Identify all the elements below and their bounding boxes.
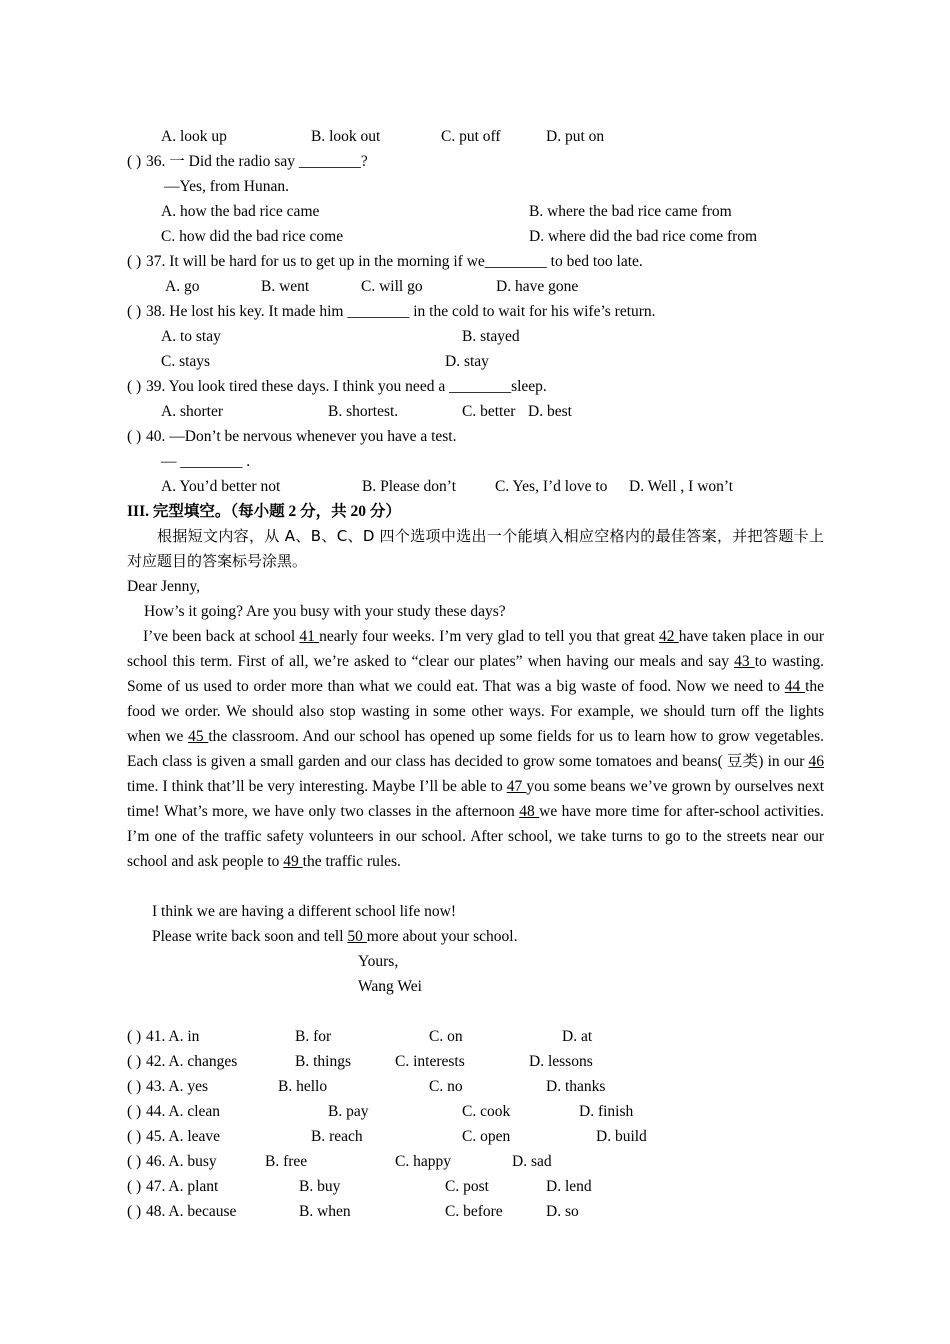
q37-stem-row [127,249,824,274]
cloze-option-b: B. things [295,1053,351,1070]
blank-50: 50 [347,928,367,945]
cloze-option-d: D. sad [512,1153,552,1170]
cloze-option-c: C. open [462,1128,511,1145]
answer-bracket: ( ) [127,1153,142,1170]
cloze-option-d: D. lend [546,1178,592,1195]
q39-stem-row [127,374,824,399]
cloze-option-b: B. buy [299,1178,341,1195]
answer-bracket: ( ) [127,153,142,170]
cloze-question-43 [127,1074,824,1099]
answer-bracket: ( ) [127,1078,142,1095]
answer-bracket: ( ) [127,428,142,445]
cloze-option-d: D. so [546,1203,579,1220]
letter-closing: Yours, [358,953,399,970]
cloze-option-b: B. hello [278,1078,328,1095]
q35-option-d: D. put on [546,128,605,145]
q39-stem: 39. You look tired these days. I think you need a ________sleep. [146,378,547,395]
cloze-option-c: C. happy [395,1153,451,1170]
q36-options-row-1 [127,199,824,224]
letter-line-write [127,924,824,949]
text-run: time. I think that’ll be very interesting. Maybe I’ll be able to [127,778,507,795]
text-run: we have more time for after-school activities. I’m one of the traffic safety volunteers in our school. After school, we take turns to go to the streets near our school and ask people to [127,803,825,870]
q40-stem: 40. —Don’t be nervous whenever you have a test. [146,428,457,445]
cloze-option-c: C. interests [395,1053,465,1070]
q38-option-c: C. stays [161,353,211,370]
cloze-option-a: 42. A. changes [146,1053,238,1070]
text-run: Please write back soon and tell [152,928,348,945]
q37-options [127,274,824,299]
cloze-option-a: 41. A. in [146,1028,200,1045]
answer-bracket: ( ) [127,378,142,395]
blank-48: 48 [519,803,540,820]
cloze-question-41 [127,1024,824,1049]
q36-options-row-2 [127,224,824,249]
letter-main-paragraph [127,624,824,899]
q40-reply-row [127,449,824,474]
q35-option-b: B. look out [311,128,381,145]
q36-reply: —Yes, from Hunan. [164,178,290,195]
blank-41: 41 [299,628,320,645]
text-run: the food we order. We should also stop wasting in some other ways. For example, we should turn off the lights when we [127,678,825,745]
cloze-question-47 [127,1174,824,1199]
section-heading [127,499,824,524]
answer-bracket: ( ) [127,1053,142,1070]
cloze-option-b: B. reach [311,1128,363,1145]
cloze-question-44 [127,1099,824,1124]
blank-44: 44 [784,678,806,695]
q40-stem-row [127,424,824,449]
spacer [127,999,824,1024]
blank-43: 43 [734,653,755,670]
q37-option-b: B. went [261,278,310,295]
q35-option-a: A. look up [161,128,227,145]
answer-bracket: ( ) [127,1178,142,1195]
letter-line-1: How’s it going? Are you busy with your study these days? [144,603,506,620]
q36-stem-row [127,149,824,174]
cloze-option-b: B. for [295,1028,332,1045]
answer-bracket: ( ) [127,1103,142,1120]
cloze-option-a: 46. A. busy [146,1153,217,1170]
answer-bracket: ( ) [127,1203,142,1220]
q38-stem: 38. He lost his key. It made him ________ in the cold to wait for his wife’s return. [146,303,656,320]
q36-option-a: A. how the bad rice came [161,203,320,220]
cloze-option-c: C. post [445,1178,489,1195]
cloze-option-b: B. free [265,1153,308,1170]
cloze-option-b: B. when [299,1203,351,1220]
answer-bracket: ( ) [127,303,142,320]
cloze-question-42 [127,1049,824,1074]
answer-bracket: ( ) [127,1028,142,1045]
q36-option-c: C. how did the bad rice come [161,228,344,245]
q38-option-b: B. stayed [462,328,520,345]
letter-line-think: I think we are having a different school life now! [152,903,457,920]
q38-stem-row [127,299,824,324]
answer-bracket: ( ) [127,253,142,270]
q37-option-c: C. will go [361,278,423,295]
q38-option-a: A. to stay [161,328,221,345]
q38-option-d: D. stay [445,353,489,370]
q40-option-a: A. You’d better not [161,478,281,495]
blank-47: 47 [506,778,527,795]
cloze-option-b: B. pay [328,1103,369,1120]
cloze-option-d: D. finish [579,1103,634,1120]
q38-options-row-2 [127,349,824,374]
letter-greeting: Dear Jenny, [127,578,201,595]
q40-options [127,474,824,499]
cloze-question-45 [127,1124,824,1149]
cloze-option-a: 44. A. clean [146,1103,221,1120]
q40-option-b: B. Please don’t [362,478,456,495]
cloze-option-c: C. cook [462,1103,511,1120]
q37-option-d: D. have gone [496,278,579,295]
cloze-option-d: D. thanks [546,1078,606,1095]
q36-reply-row [127,174,824,199]
blank-45: 45 [188,728,209,745]
cloze-option-a: 48. A. because [146,1203,237,1220]
q39-option-a: A. shorter [161,403,223,420]
q37-stem: 37. It will be hard for us to get up in the morning if we________ to bed too late. [146,253,643,270]
q35-option-c: C. put off [441,128,501,145]
exam-page [127,124,824,1224]
cloze-option-a: 45. A. leave [146,1128,221,1145]
text-run: have taken place in our school this term. First of all, we’re asked to “clear our plates” when having our meals and say [127,628,825,670]
cloze-question-48 [127,1199,824,1224]
q38-options-row-1 [127,324,824,349]
text-run: more about your school. [366,928,518,945]
text-run: to wasting. Some of us used to order more than what we could eat. That was a big waste of food. Now we need to [127,653,824,695]
cloze-option-d: D. lessons [529,1053,593,1070]
q39-option-d: D. best [528,403,572,420]
section-3-title: III. 完型填空。（每小题 2 分，共 20 分） [127,503,401,520]
q36-option-b: B. where the bad rice came from [529,203,732,220]
section-instruction: 根据短文内容，从 A、B、C、D 四个选项中选出一个能填入相应空格内的最佳答案，并把答题卡上对应题目的答案标号涂黑。 [127,527,824,570]
blank-49: 49 [283,853,303,870]
q37-option-a: A. go [165,278,200,295]
q40-reply: — ________ . [161,453,251,470]
cloze-question-46 [127,1149,824,1174]
text-run: the traffic rules. [302,853,401,870]
cloze-option-c: C. on [429,1028,463,1045]
cloze-option-c: C. no [429,1078,463,1095]
text-run: you some beans we’ve grown by ourselves next time! What’s more, we have only two classes in the afternoon [127,778,824,820]
q35-options [127,124,824,149]
q36-option-d: D. where did the bad rice come from [529,228,758,245]
answer-bracket: ( ) [127,1128,142,1145]
blank-42: 42 [659,628,679,645]
q39-option-c: C. better [462,403,516,420]
cloze-option-c: C. before [445,1203,503,1220]
letter-signature: Wang Wei [358,978,422,995]
text-run: I’ve been back at school [143,628,300,645]
q40-option-d: D. Well , I won’t [629,478,734,495]
q39-option-b: B. shortest. [328,403,399,420]
cloze-option-a: 43. A. yes [146,1078,208,1095]
cloze-option-d: D. at [562,1028,593,1045]
cloze-option-a: 47. A. plant [146,1178,219,1195]
blank-46: 46 [808,753,824,770]
q36-stem: 36. 一 Did the radio say ________? [146,153,368,170]
cloze-option-d: D. build [596,1128,647,1145]
text-run: nearly four weeks. I’m very glad to tell you that great [319,628,660,645]
q39-options [127,399,824,424]
q40-option-c: C. Yes, I’d love to [495,478,608,495]
text-run: the classroom. And our school has opened up some fields for us to learn how to grow vegetables. Each class is given a small garden and our class has decided to grow some tomatoes and beans( 豆类) in our [127,728,825,770]
